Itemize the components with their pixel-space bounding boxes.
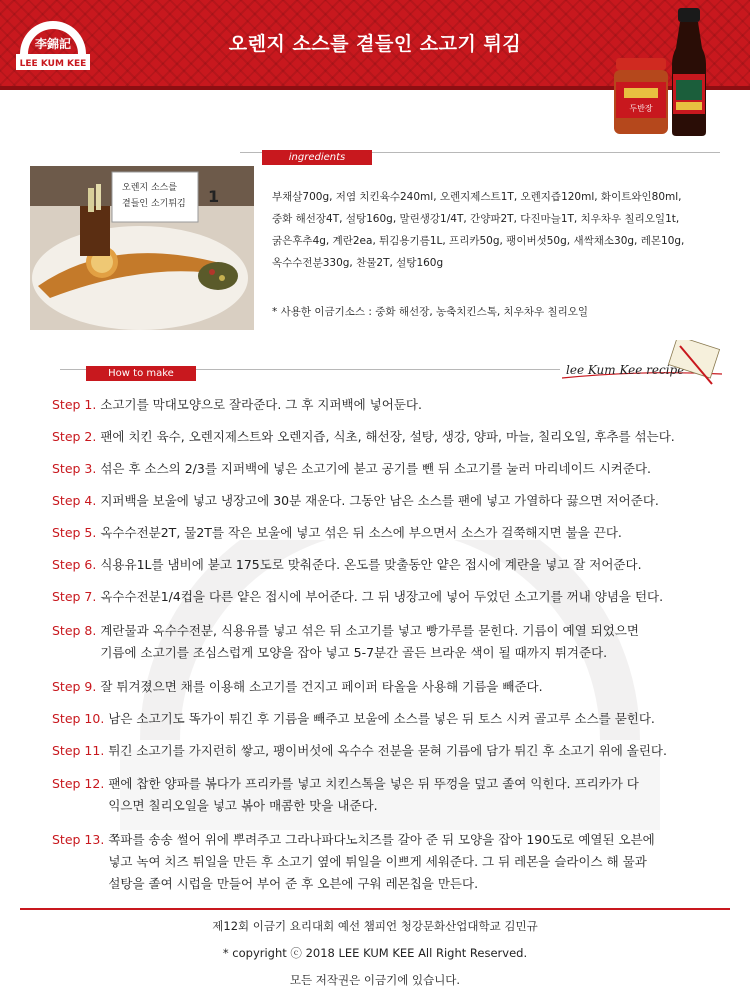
step-item: [52, 620, 639, 664]
step-text: 소고기를 막대모양으로 잘라준다. 그 후 지퍼백에 넣어둔다.: [100, 397, 422, 412]
footer-divider: [20, 908, 730, 910]
step-text: 지퍼백을 보울에 넣고 냉장고에 30분 재운다. 그동안 남은 소스를 팬에 넣고 가열하다 끓으면 저어준다.: [100, 493, 659, 508]
ingredients-line: 옥수수전분330g, 찬물2T, 설탕160g: [272, 257, 444, 269]
step-number: Step 8.: [52, 623, 97, 638]
step-number: Step 9.: [52, 679, 97, 694]
step-text: 튀긴 소고기를 가지런히 쌓고, 팽이버섯에 옥수수 전분을 묻혀 기름에 담가 튀긴 후 소고기 위에 올린다.: [108, 743, 667, 758]
photo-label-line1: 오렌지 소스를: [122, 183, 178, 193]
step-item: [52, 554, 642, 576]
step-item: [52, 458, 651, 480]
step-item: [52, 676, 543, 698]
step-item: [52, 522, 622, 544]
jar-label-text: 두반장: [629, 104, 653, 113]
ingredients-line: 부채살700g, 저염 치킨육수240ml, 오렌지제스트1T, 오렌지즙120ml, 화이트와인80ml,: [272, 191, 682, 203]
photo-label-number: 1: [208, 187, 220, 206]
step-number: Step 2.: [52, 429, 97, 444]
step-text: 팬에 찹한 양파를 볶다가 프리카를 넣고 치킨스톡을 넣은 뒤 뚜껑을 덮고 졸여 익힌다. 프리카가 다 익으면 칠리오일을 넣고 볶아 매콤한 맛을 내준다.: [108, 776, 639, 813]
step-item: [52, 708, 655, 730]
step-text: 옥수수전분1/4컵을 다른 얕은 접시에 부어준다. 그 뒤 냉장고에 넣어 두었던 소고기를 꺼내 양념을 턴다.: [100, 589, 664, 604]
step-text: 섞은 후 소스의 2/3를 지퍼백에 넣은 소고기에 붇고 공기를 뺀 뒤 소고기를 눌러 마리네이드 시켜준다.: [100, 461, 652, 476]
step-number: Step 3.: [52, 461, 97, 476]
ingredients-line: 굵은후추4g, 계란2ea, 튀김용기름1L, 프리카50g, 팽이버섯50g, 새싹채소30g, 레몬10g,: [272, 235, 685, 247]
footer-credit: 제12회 이금기 요리대회 예선 챔피언 청강문화산업대학교 김민규: [212, 919, 538, 933]
step-number: Step 10.: [52, 711, 105, 726]
step-text: 식용유1L를 냄비에 붇고 175도로 맞춰준다. 온도를 맞출동안 얕은 접시에 계란을 넣고 잘 저어준다.: [100, 557, 642, 572]
step-text: 남은 소고기도 똑가이 튀긴 후 기름을 빼주고 보울에 소스를 넣은 뒤 토스 시켜 골고루 소스를 묻힌다.: [108, 711, 655, 726]
recipe-tag-text: lee Kum Kee recipe: [566, 363, 685, 377]
step-text: 잘 튀겨졌으면 채를 이용해 소고기를 건지고 페이퍼 타올을 사용해 기름을 빼준다.: [100, 679, 543, 694]
step-number: Step 11.: [52, 743, 105, 758]
footer-copyright: * copyright ⓒ 2018 LEE KUM KEE All Right Reserved.: [222, 946, 528, 960]
footer-rights: 모든 저작권은 이금기에 있습니다.: [289, 973, 461, 987]
step-text: 옥수수전분2T, 물2T를 작은 보울에 넣고 섞은 뒤 소스에 부으면서 소스가 걸쭉해지면 불을 끈다.: [100, 525, 622, 540]
step-text: 계란물과 옥수수전분, 식용유를 넣고 섞은 뒤 소고기를 넣고 빵가루를 묻힌다. 기름이 예열 되었으면 기름에 소고기를 조심스럽게 모양을 잡아 넣고 5-7분간 골든 브라운 색이 될 때까지 튀겨준다.: [100, 623, 639, 660]
step-number: Step 7.: [52, 589, 97, 604]
step-number: Step 1.: [52, 397, 97, 412]
how-to-tab: How to make: [86, 366, 196, 381]
sauces-used-note: * 사용한 이금기소스 : 중화 해선장, 농축치킨스톡, 치우차우 칠리오일: [272, 306, 589, 318]
page-title: 오렌지 소스를 곁들인 소고기 튀김: [228, 33, 522, 55]
step-number: Step 12.: [52, 776, 105, 791]
step-text: 쪽파를 송송 썰어 위에 뿌려주고 그라나파다노치즈를 갈아 준 뒤 모양을 잡아 190도로 예열된 오븐에 넣고 녹여 치즈 튀일을 만든 후 소고기 옆에 튀일을 이쁘게 세워준다. 그 뒤 레몬을 슬라이스 해 물과 설탕을 졸여 시럽을 만들어 부어 준 후 오븐에 구워 레몬칩을 만든다.: [108, 832, 655, 891]
step-item: [52, 773, 639, 817]
step-item: [52, 586, 663, 608]
ingredients-tab: ingredients: [262, 150, 372, 165]
step-number: Step 6.: [52, 557, 97, 572]
step-item: [52, 394, 422, 416]
step-item: [52, 426, 675, 448]
step-number: Step 5.: [52, 525, 97, 540]
logo-cn-text: 李錦記: [34, 37, 72, 51]
step-item: [52, 740, 667, 762]
logo-en-text: LEE KUM KEE: [19, 59, 87, 69]
photo-label-line2: 곁들인 소기튀김: [122, 199, 186, 209]
step-item: [52, 829, 655, 895]
ingredients-line: 중화 해선장4T, 설탕160g, 말린생강1/4T, 간양파2T, 다진마늘1T, 치우차우 칠리오일1t,: [272, 213, 680, 225]
step-number: Step 13.: [52, 832, 105, 847]
step-number: Step 4.: [52, 493, 97, 508]
step-item: [52, 490, 659, 512]
step-text: 팬에 치킨 육수, 오렌지제스트와 오렌지즙, 식초, 해선장, 설탕, 생강, 양파, 마늘, 칠리오일, 후추를 섞는다.: [100, 429, 675, 444]
